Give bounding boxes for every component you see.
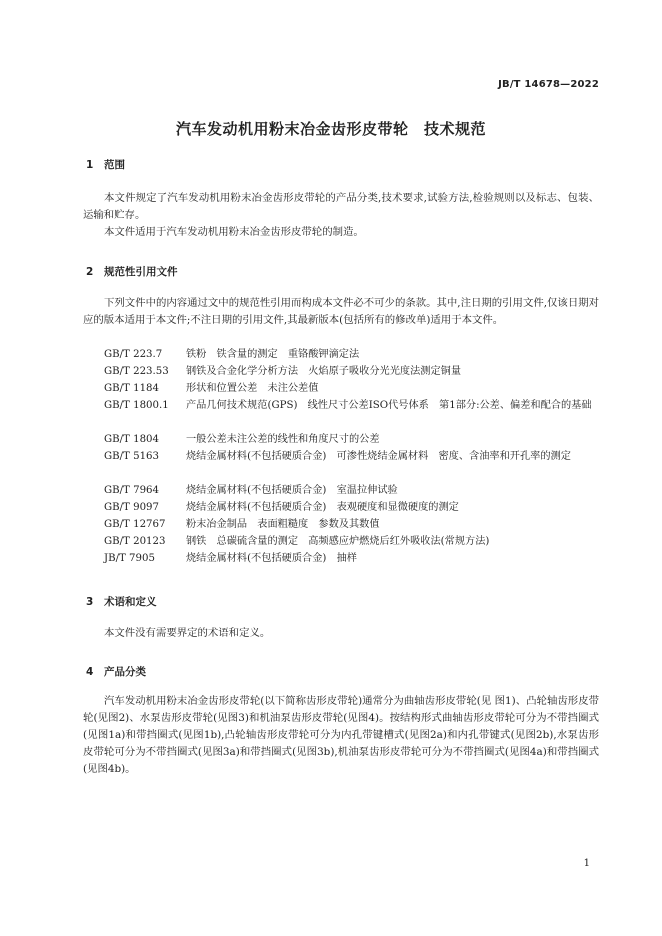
reference-title: 产品几何技术规范(GPS) 线性尺寸公差ISO代号体系 第1部分:公差、偏差和配合的基础 — [186, 400, 592, 411]
reference-title: 钢铁 总碳硫含量的测定 高频感应炉燃烧后红外吸收法(常规方法) — [186, 536, 490, 547]
reference-item — [83, 550, 599, 567]
section-1-heading — [86, 157, 125, 172]
reference-code: GB/T 7964 — [104, 485, 160, 496]
section-4-heading — [86, 664, 146, 679]
section-title: 产品分类 — [104, 666, 146, 678]
section-title: 规范性引用文件 — [104, 266, 178, 278]
section-3-heading — [86, 594, 157, 609]
reference-title: 烧结金属材料(不包括硬质合金) 室温拉伸试验 — [186, 485, 398, 496]
page-number: 1 — [583, 858, 590, 869]
section-number: 4 — [86, 666, 94, 678]
reference-title: 烧结金属材料(不包括硬质合金) 可渗性烧结金属材料 密度、含油率和开孔率的测定 — [186, 451, 571, 462]
reference-code: GB/T 1800.1 — [104, 400, 169, 411]
reference-code: GB/T 1184 — [104, 383, 160, 394]
reference-code: GB/T 9097 — [104, 502, 160, 513]
section-number: 3 — [86, 596, 94, 608]
section-3-paragraph-1: 本文件没有需要界定的术语和定义。 — [104, 627, 271, 639]
reference-code: JB/T 7905 — [104, 553, 155, 564]
reference-item — [83, 346, 599, 363]
reference-title: 粉末冶金制品 表面粗糙度 参数及其数值 — [186, 519, 380, 530]
reference-item — [83, 397, 599, 414]
reference-item — [83, 533, 599, 550]
document-title: 汽车发动机用粉末冶金齿形皮带轮 技术规范 — [175, 120, 486, 138]
section-1-paragraph-2: 本文件适用于汽车发动机用粉末冶金齿形皮带轮的制造。 — [104, 226, 364, 238]
section-title: 术语和定义 — [104, 596, 157, 608]
reference-title: 形状和位置公差 未注公差值 — [186, 383, 319, 394]
reference-title: 烧结金属材料(不包括硬质合金) 抽样 — [186, 553, 357, 564]
reference-item — [83, 482, 599, 499]
reference-title: 铁粉 铁含量的测定 重铬酸钾滴定法 — [186, 349, 360, 360]
reference-item — [83, 499, 599, 516]
section-2-heading — [86, 264, 178, 279]
reference-code: GB/T 223.7 — [104, 349, 163, 360]
reference-title: 一般公差未注公差的线性和角度尺寸的公差 — [186, 434, 380, 445]
section-title: 范围 — [104, 159, 125, 171]
standard-number: JB/T 14678—2022 — [498, 79, 599, 90]
reference-code: GB/T 12767 — [104, 519, 166, 530]
reference-code: GB/T 1804 — [104, 434, 160, 445]
reference-code: GB/T 20123 — [104, 536, 166, 547]
section-4-paragraph-1: 汽车发动机用粉末冶金齿形皮带轮(以下简称齿形皮带轮)通常分为曲轴齿形皮带轮(见 图1)、凸轮轴齿形皮带轮(见图2)、水泵齿形皮带轮(见图3)和机油泵齿形皮带轮(见图4)。按结构形式曲轴齿形皮带轮可分为不带挡圈式(见图1a)和带挡圈式(见图1b),凸轮轴齿形皮带轮可分为内孔带键槽式(见图2a)和内孔带键式(见图2b),水泵齿形皮带轮可分为不带挡圈式(见图3a)和带挡圈式(见图3b),机油泵齿形皮带轮可分为不带挡圈式(见图4a)和带挡圈式(见图4b)。 — [83, 695, 599, 775]
reference-item — [83, 448, 599, 465]
reference-code: GB/T 5163 — [104, 451, 160, 462]
section-number: 1 — [86, 159, 94, 171]
reference-code: GB/T 223.53 — [104, 366, 169, 377]
reference-item — [83, 363, 599, 380]
section-number: 2 — [86, 266, 94, 278]
reference-item — [83, 516, 599, 533]
section-1-paragraph-1: 本文件规定了汽车发动机用粉末冶金齿形皮带轮的产品分类,技术要求,试验方法,检验规则以及标志、包装、运输和贮存。 — [83, 192, 599, 221]
reference-item — [83, 431, 599, 448]
section-2-paragraph-1: 下列文件中的内容通过文中的规范性引用而构成本文件必不可少的条款。其中,注日期的引用文件,仅该日期对应的版本适用于本文件;不注日期的引用文件,其最新版本(包括所有的修改单)适用于本文件。 — [83, 297, 599, 326]
reference-title: 钢铁及合金化学分析方法 火焰原子吸收分光光度法测定铜量 — [186, 366, 462, 377]
reference-title: 烧结金属材料(不包括硬质合金) 表观硬度和显微硬度的测定 — [186, 502, 459, 513]
reference-item — [83, 380, 599, 397]
